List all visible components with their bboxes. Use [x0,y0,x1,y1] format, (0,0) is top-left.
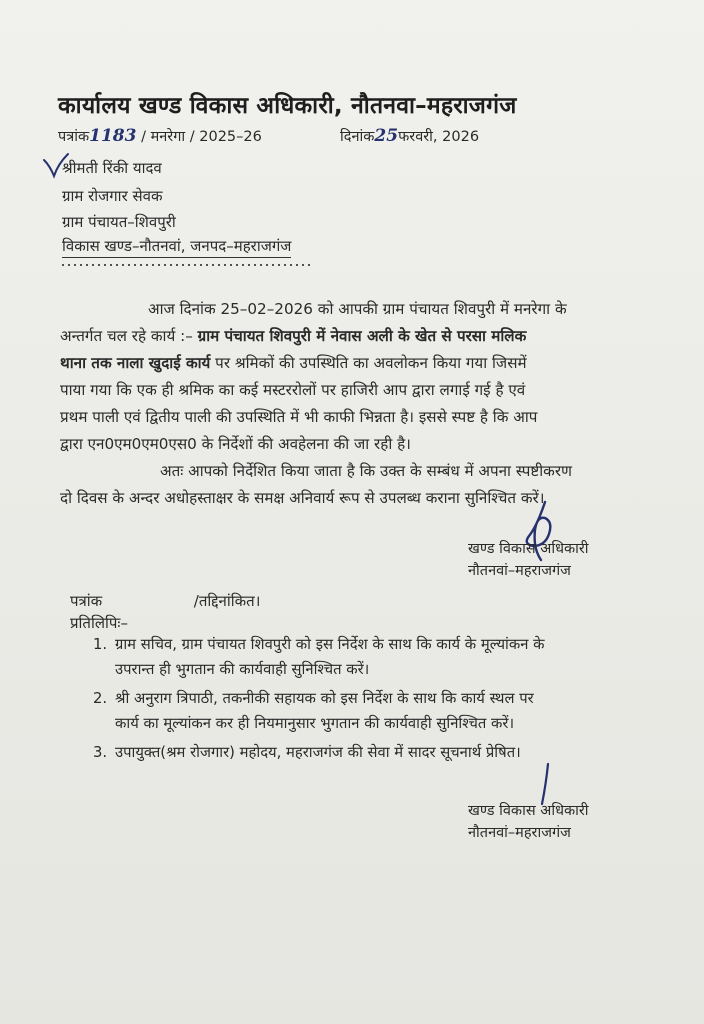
signature-2-designation: खण्ड विकास अधिकारी [468,803,589,819]
date-suffix: फरवरी, 2026 [398,129,480,145]
list-line: उपरान्त ही भुगतान की कार्यवाही सुनिश्चित करें। [115,661,370,678]
ref-prefix: पत्रांक [58,129,90,145]
endorsement-ref [70,591,260,611]
body-line [60,350,680,377]
body-line: आज दिनांक 25–02–2026 को आपकी ग्राम पंचायत शिवपुरी में मनरेगा के [148,300,567,318]
signature-1-block [468,538,589,582]
list-item [93,686,693,736]
addressee-panchayat: ग्राम पंचायत–शिवपुरी [62,213,176,231]
body-line: प्रथम पाली एवं द्वितीय पाली की उपस्थिति में भी काफी भिन्नता है। इससे स्पष्ट है कि आप [60,408,538,426]
list-line: कार्य का मूल्यांकन कर ही नियमानुसार भुगतान की कार्यवाही सुनिश्चित करें। [115,715,515,732]
endorsement-ref-label: पत्रांक [70,592,103,610]
signature-1-designation: खण्ड विकास अधिकारी [468,541,589,557]
body-text: अन्तर्गत चल रहे कार्य :– [60,327,198,345]
date-prefix: दिनांक [340,129,375,145]
body-line: पाया गया कि एक ही श्रमिक का कई मस्टररोलों पर हाजिरी आप द्वारा लगाई गई है एवं [60,381,526,399]
list-number: 2. [93,690,108,707]
ref-suffix: / मनरेगा / 2025–26 [141,129,262,145]
body-line: अतः आपको निर्देशित किया जाता है कि उक्त के सम्बंध में अपना स्पष्टीकरण [160,462,573,480]
list-number: 3. [93,744,108,761]
list-line: उपायुक्त(श्रम रोजगार) महोदय, महराजगंज की सेवा में सादर सूचनार्थ प्रेषित। [115,744,521,761]
body-text: पर श्रमिकों की उपस्थिति का अवलोकन किया गया जिसमें [210,354,527,372]
signature-2-place: नौतनवां–महराजगंज [468,825,571,841]
list-line: ग्राम सचिव, ग्राम पंचायत शिवपुरी को इस निर्देश के साथ कि कार्य के मूल्यांकन के [115,636,545,653]
addressee-block [62,236,291,256]
body-paragraph-1 [60,296,680,458]
date-line [340,126,479,146]
body-line: द्वारा एन0एम0एम0एस0 के निर्देशों की अवहेलना की जा रही है। [60,435,411,453]
office-title: कार्यालय खण्ड विकास अधिकारी, नौतनवा–महराजगंज [58,93,517,119]
signature-2-block [468,800,589,844]
body-line: दो दिवस के अन्दर अधोहस्ताक्षर के समक्ष अनिवार्य रूप से उपलब्ध कराना सुनिश्चित करें। [60,489,545,507]
date-day-handwritten: 25 [374,126,399,146]
dotted-divider [60,262,314,268]
body-line [60,323,680,350]
list-item [93,632,693,682]
copy-list [93,632,693,765]
signature-1-place: नौतनवां–महराजगंज [468,563,571,579]
work-name-bold: थाना तक नाला खुदाई कार्य [60,354,211,372]
list-number: 1. [93,636,108,653]
body-paragraph-2 [60,458,680,512]
list-item [93,740,693,765]
ref-number-handwritten: 1183 [89,126,137,146]
work-name-bold: ग्राम पंचायत शिवपुरी में नेवास अली के खेत से परसा मलिक [197,327,527,345]
reference-line [58,126,262,146]
list-line: श्री अनुराग त्रिपाठी, तकनीकी सहायक को इस निर्देश के साथ कि कार्य स्थल पर [115,690,534,707]
endorsement-ref-suffix: /तद्दिनांकित। [193,592,261,610]
addressee-name: श्रीमती रिंकी यादव [62,159,162,177]
addressee-designation: ग्राम रोजगार सेवक [62,187,163,205]
copy-to-label: प्रतिलिपिः– [70,614,128,632]
addressee-block-text: विकास खण्ड–नौतनवां, जनपद–महराजगंज [62,237,291,258]
